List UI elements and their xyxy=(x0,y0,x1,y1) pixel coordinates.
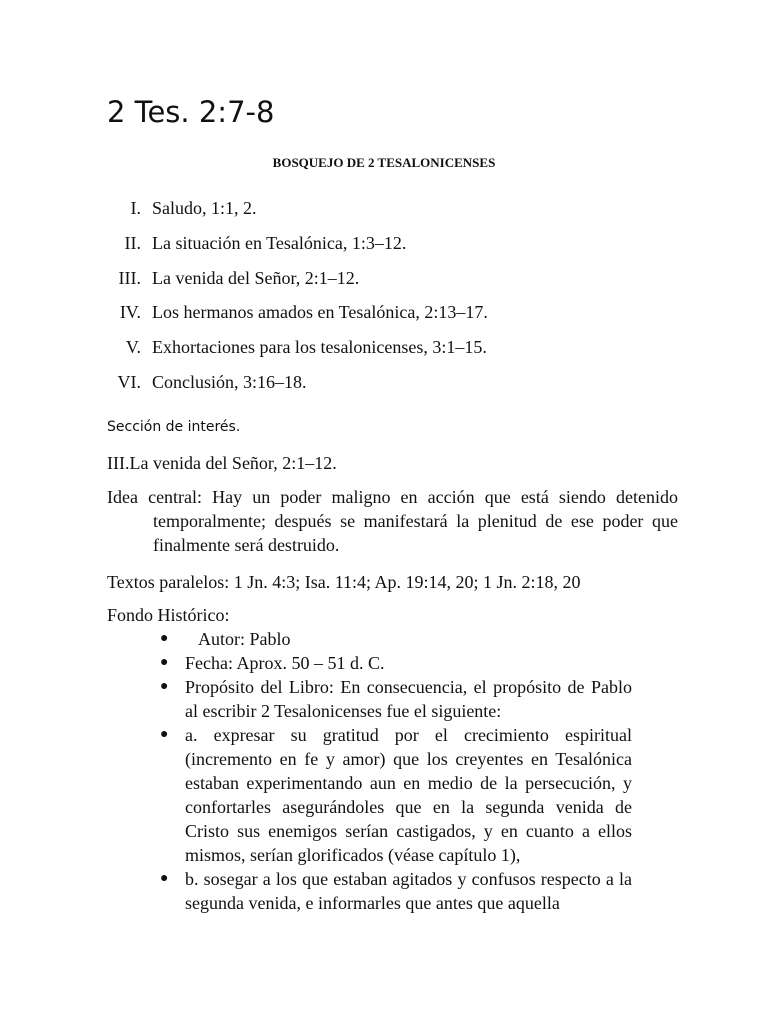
background-list xyxy=(160,627,632,915)
outline-text: Exhortaciones para los tesalonicenses, 3:1–15. xyxy=(152,337,487,358)
list-item-text: Propósito del Libro: En consecuencia, el propósito de Pablo al escribir 2 Tesalonicenses fue el siguiente: xyxy=(185,677,632,721)
bullet-icon: ● xyxy=(160,655,169,670)
outline-numeral: II. xyxy=(124,232,141,253)
outline-numeral: VI. xyxy=(117,371,141,392)
outline-item xyxy=(107,370,667,405)
list-item-text: Fecha: Aprox. 50 – 51 d. C. xyxy=(185,653,385,673)
list-item xyxy=(160,867,632,915)
bullet-icon: ● xyxy=(160,631,169,646)
parallel-texts-line: Textos paralelos: 1 Jn. 4:3; Isa. 11:4; Ap. 19:14, 20; 1 Jn. 2:18, 20 xyxy=(107,572,581,592)
outline-list xyxy=(107,196,667,405)
outline-text: La situación en Tesalónica, 1:3–12. xyxy=(152,232,407,253)
outline-item xyxy=(107,300,667,335)
outline-numeral: III. xyxy=(118,267,141,288)
outline-numeral: I. xyxy=(130,198,141,218)
outline-numeral: IV. xyxy=(119,302,141,323)
outline-item xyxy=(107,231,667,266)
outline-text: Los hermanos amados en Tesalónica, 2:13–17. xyxy=(152,302,488,323)
list-item-text: Autor: Pablo xyxy=(198,629,291,649)
list-item-text: a. expresar su gratitud por el crecimiento espiritual (incremento en fe y amor) que los creyentes en Tesalónica estaban experimentando aun en medio de la persecución, y confortarles asegurándoles que en la segunda venida de Cristo sus enemigos serían castigados, y en cuanto a ellos mismos, serían glorificados (véase capítulo 1), xyxy=(185,725,632,865)
outline-text: Saludo, 1:1, 2. xyxy=(152,198,257,218)
outline-heading: BOSQUEJO DE 2 TESALONICENSES xyxy=(272,155,496,170)
outline-text: La venida del Señor, 2:1–12. xyxy=(152,267,360,288)
section-label: Sección de interés. xyxy=(107,419,241,435)
list-item-text: b. sosegar a los que estaban agitados y confusos respecto a la segunda venida, e informarles que antes que aquella xyxy=(185,869,632,913)
outline-numeral: V. xyxy=(125,337,141,358)
section-sub-heading: III.La venida del Señor, 2:1–12. xyxy=(107,453,337,473)
outline-item xyxy=(107,266,667,301)
outline-item xyxy=(107,335,667,370)
list-item xyxy=(160,723,632,867)
outline-text: Conclusión, 3:16–18. xyxy=(152,371,307,392)
bullet-icon: ● xyxy=(160,679,169,694)
central-idea-paragraph: Idea central: Hay un poder maligno en acción que está siendo detenido temporalmente; después se manifestará la plenitud de ese poder que finalmente será destruido. xyxy=(107,487,678,555)
bullet-icon: ● xyxy=(160,871,169,886)
list-item xyxy=(160,651,632,675)
bullet-icon: ● xyxy=(160,727,169,742)
page-title: 2 Tes. 2:7-8 xyxy=(107,95,275,129)
list-item xyxy=(160,627,632,651)
background-label: Fondo Histórico: xyxy=(107,605,230,625)
list-item xyxy=(160,675,632,723)
outline-item xyxy=(107,196,667,231)
